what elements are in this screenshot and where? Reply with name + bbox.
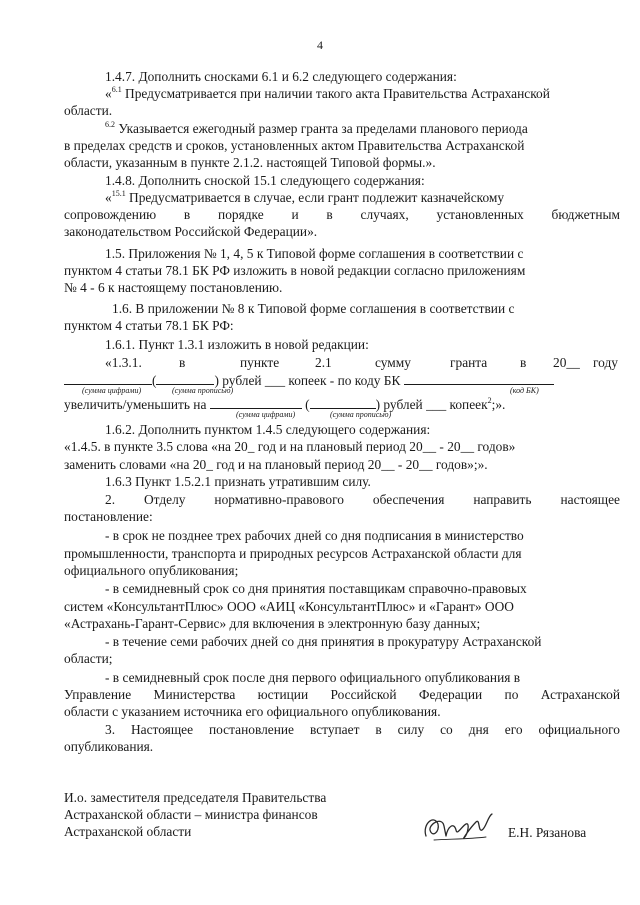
text-line: области. (64, 103, 113, 118)
paren: ( (305, 397, 310, 412)
paren: ( (152, 373, 157, 388)
signatory-name: Е.Н. Рязанова (508, 825, 587, 840)
form-text: ;». (491, 397, 506, 412)
text-line: пунктом 4 статьи 78.1 БК РФ: (64, 318, 234, 333)
signatory-title-2: Астраханской области – министра финансов (64, 807, 318, 822)
text-line: пунктом 4 статьи 78.1 БК РФ изложить в новой редакции согласно приложениям (64, 263, 526, 278)
text-line: «Астрахань-Гарант-Сервис» для включения в электронную базу данных; (64, 616, 481, 631)
text-line: Управление Министерства юстиции Российской Федерации по Астраханской (64, 687, 620, 702)
form-word: в (179, 355, 186, 370)
form-text: ) рублей ___ копеек (375, 397, 488, 412)
para-3: 3. Настоящее постановление вступает в силу со дня его официального (105, 722, 620, 737)
text-line: заменить словами «на 20_ год и на плановый период 20__ - 20__ годов»;». (64, 457, 488, 472)
signatory-title-3: Астраханской области (64, 824, 192, 839)
form-word: «1.3.1. (105, 355, 142, 370)
para-1-4-8: 1.4.8. Дополнить сноской 15.1 следующего содержания: (105, 173, 425, 188)
para-1-6-2: 1.6.2. Дополнить пунктом 1.4.5 следующего содержания: (105, 422, 431, 437)
para-1-6: 1.6. В приложении № 8 к Типовой форме соглашения в соответствии с (112, 301, 515, 316)
caption-sum-words: (сумма прописью) (172, 386, 234, 395)
text-line: сопровождению в порядке и в случаях, установленных бюджетным (64, 207, 620, 222)
para-1-6-3: 1.6.3 Пункт 1.5.2.1 признать утратившим силу. (105, 474, 371, 489)
caption-sum-digits-2: (сумма цифрами) (236, 410, 296, 419)
bullet-1: - в срок не позднее трех рабочих дней со дня подписания в министерство (105, 528, 524, 543)
form-word: пункте (240, 355, 280, 370)
text-line: области; (64, 651, 113, 666)
form-word: гранта (450, 355, 488, 370)
signatory-title-1: И.о. заместителя председателя Правительства (64, 790, 327, 805)
bullet-2: - в семидневный срок со дня принятия поставщикам справочно-правовых (105, 581, 527, 596)
quote-open: « (105, 190, 112, 205)
text-line: области с указанием источника его официального опубликования. (64, 704, 441, 719)
form-line-1-3-1 (105, 354, 620, 371)
form-word: 2.1 (315, 355, 332, 370)
sum-digits-blank (64, 372, 152, 385)
change-words-blank (310, 396, 376, 409)
quote-open: « (105, 86, 112, 101)
caption-kbk: (код БК) (510, 386, 539, 395)
text-line: области, указанным в пункте 2.1.2. настоящей Типовой формы.». (64, 155, 436, 170)
form-text: ) рублей ___ копеек - по коду БК (214, 373, 401, 388)
bullet-3: - в течение семи рабочих дней со дня принятия в прокуратуру Астраханской (105, 634, 542, 649)
footnote-text: Указывается ежегодный размер гранта за пределами планового периода (115, 121, 528, 136)
page-number: 4 (317, 38, 323, 52)
text-line: законодательством Российской Федерации». (64, 224, 318, 239)
kbk-blank (404, 372, 554, 385)
form-word: сумму (375, 355, 411, 370)
para-1-4-7: 1.4.7. Дополнить сносками 6.1 и 6.2 следующего содержания: (105, 69, 457, 84)
footnote-mark: 2 (487, 396, 492, 405)
caption-sum-words-2: (сумма прописью) (330, 410, 392, 419)
text-line: в пределах средств и сроков, установленных актом Правительства Астраханской (64, 138, 525, 153)
bullet-4: - в семидневный срок после дня первого официального опубликования в (105, 670, 521, 685)
footnote-text: Предусматривается в случае, если грант подлежит казначейскому (125, 190, 505, 205)
caption-sum-digits: (сумма цифрами) (82, 386, 142, 395)
form-text: увеличить/уменьшить на (64, 397, 207, 412)
footnote-text: Предусматривается при наличии такого акта Правительства Астраханской (121, 86, 550, 101)
text-line: промышленности, транспорта и природных ресурсов Астраханской области для (64, 546, 522, 561)
sum-words-blank (156, 372, 214, 385)
text-line: «1.4.5. в пункте 3.5 слова «на 20_ год и на плановый период 20__ - 20__ годов» (64, 439, 516, 454)
form-word: году (593, 355, 618, 370)
text-line: официального опубликования; (64, 563, 239, 578)
para-1-5: 1.5. Приложения № 1, 4, 5 к Типовой форме соглашения в соответствии с (105, 246, 524, 261)
text-line: № 4 - 6 к настоящему постановлению. (64, 280, 283, 295)
para-1-6-1: 1.6.1. Пункт 1.3.1 изложить в новой редакции: (105, 337, 369, 352)
footnote-mark: 6.2 (105, 120, 115, 129)
text-line: систем «КонсультантПлюс» ООО «АИЦ «КонсультантПлюс» и «Гарант» ООО (64, 599, 514, 614)
text-line: постановление: (64, 509, 153, 524)
form-year-blank: 20__ (553, 355, 580, 370)
change-digits-blank (210, 396, 302, 409)
footnote-mark: 15.1 (111, 189, 126, 198)
handwritten-signature (420, 806, 500, 846)
para-2: 2. Отделу нормативно-правового обеспечения направить настоящее (105, 492, 620, 507)
form-word: в (520, 355, 527, 370)
text-line: опубликования. (64, 739, 154, 754)
footnote-mark: 6.1 (111, 85, 122, 94)
